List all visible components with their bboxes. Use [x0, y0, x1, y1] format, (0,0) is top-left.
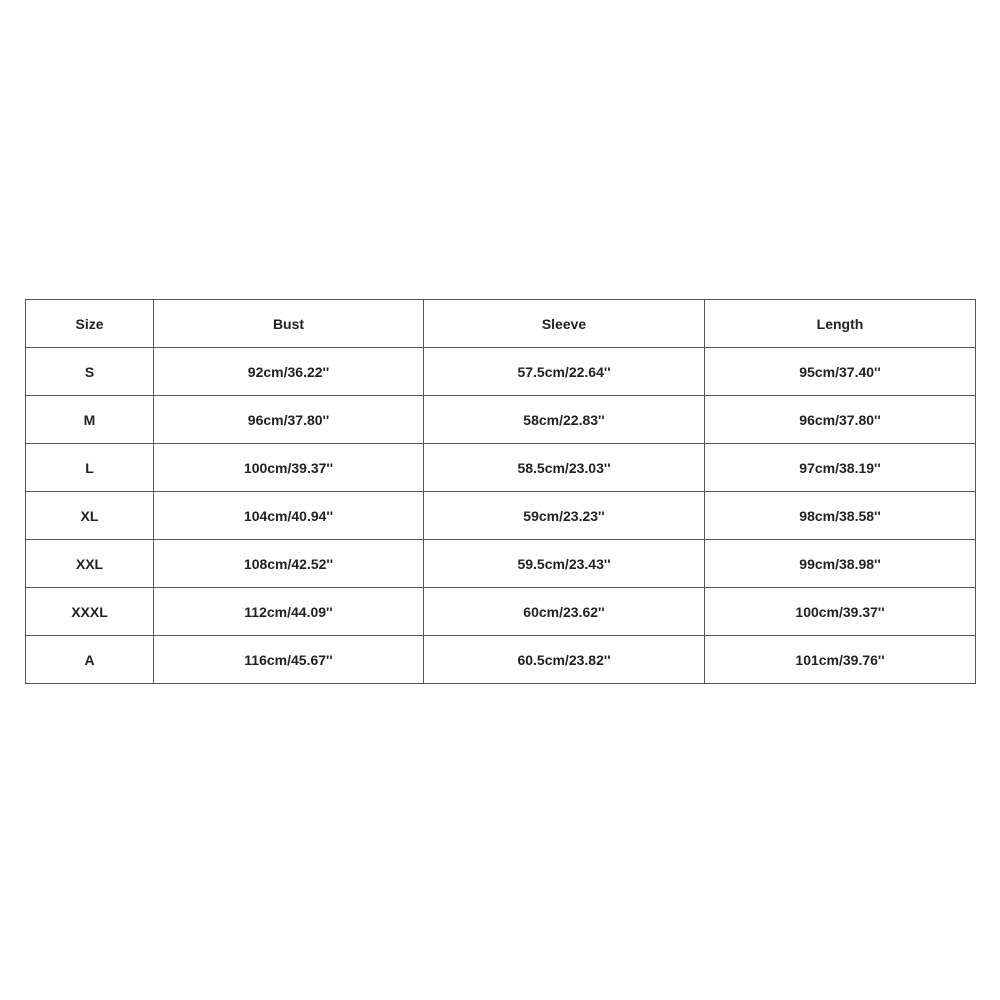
header-sleeve: Sleeve	[424, 300, 705, 348]
cell-length: 95cm/37.40''	[705, 348, 976, 396]
cell-sleeve: 58.5cm/23.03''	[424, 444, 705, 492]
cell-bust: 96cm/37.80''	[154, 396, 424, 444]
header-size: Size	[26, 300, 154, 348]
header-bust: Bust	[154, 300, 424, 348]
cell-size: XXXL	[26, 588, 154, 636]
cell-bust: 112cm/44.09''	[154, 588, 424, 636]
cell-length: 96cm/37.80''	[705, 396, 976, 444]
table-row	[26, 492, 976, 540]
cell-length: 97cm/38.19''	[705, 444, 976, 492]
cell-length: 101cm/39.76''	[705, 636, 976, 684]
cell-sleeve: 59.5cm/23.43''	[424, 540, 705, 588]
table-header-row	[26, 300, 976, 348]
cell-length: 98cm/38.58''	[705, 492, 976, 540]
cell-sleeve: 57.5cm/22.64''	[424, 348, 705, 396]
table-row	[26, 540, 976, 588]
cell-size: L	[26, 444, 154, 492]
cell-bust: 104cm/40.94''	[154, 492, 424, 540]
table-row	[26, 444, 976, 492]
cell-size: M	[26, 396, 154, 444]
size-chart-table	[25, 299, 976, 684]
cell-length: 99cm/38.98''	[705, 540, 976, 588]
table-row	[26, 396, 976, 444]
cell-length: 100cm/39.37''	[705, 588, 976, 636]
cell-size: XL	[26, 492, 154, 540]
header-length: Length	[705, 300, 976, 348]
cell-bust: 108cm/42.52''	[154, 540, 424, 588]
table-row	[26, 636, 976, 684]
cell-bust: 116cm/45.67''	[154, 636, 424, 684]
cell-size: XXL	[26, 540, 154, 588]
cell-sleeve: 58cm/22.83''	[424, 396, 705, 444]
cell-sleeve: 59cm/23.23''	[424, 492, 705, 540]
cell-sleeve: 60.5cm/23.82''	[424, 636, 705, 684]
cell-size: S	[26, 348, 154, 396]
cell-sleeve: 60cm/23.62''	[424, 588, 705, 636]
table-row	[26, 348, 976, 396]
cell-bust: 100cm/39.37''	[154, 444, 424, 492]
cell-size: A	[26, 636, 154, 684]
table-row	[26, 588, 976, 636]
cell-bust: 92cm/36.22''	[154, 348, 424, 396]
